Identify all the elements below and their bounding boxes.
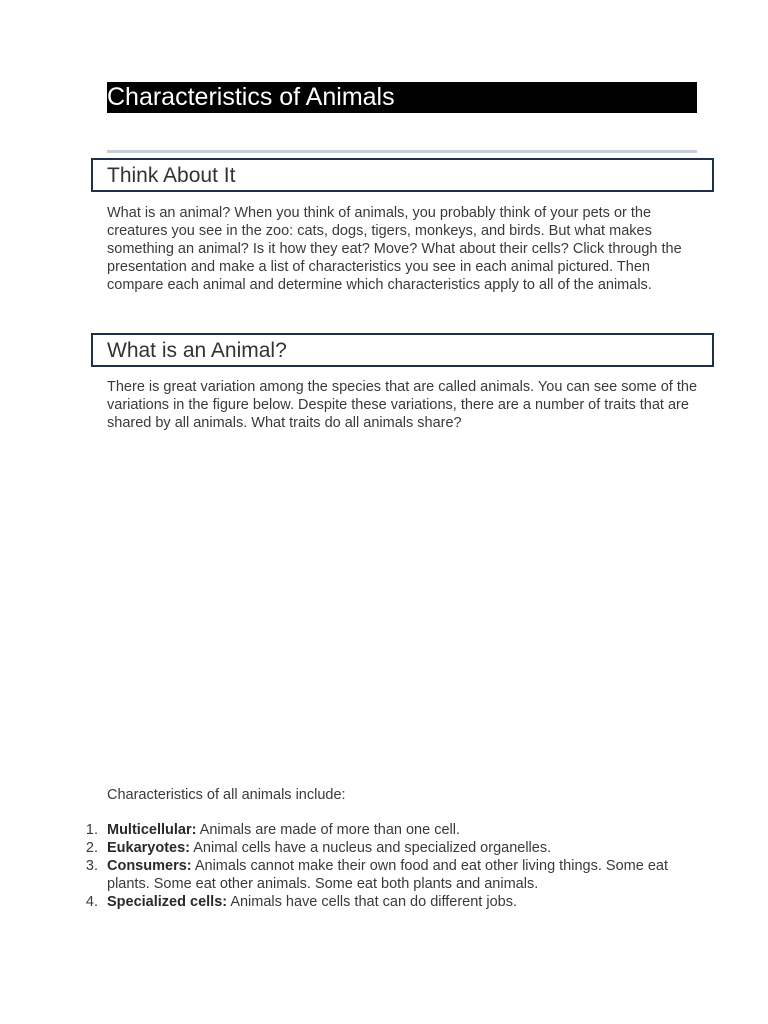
list-item bbox=[74, 839, 714, 857]
list-item bbox=[74, 821, 714, 839]
list-item-term: Eukaryotes: bbox=[107, 840, 191, 856]
list-item-number: 1. bbox=[85, 822, 98, 838]
list-item bbox=[74, 893, 714, 911]
section-heading-what-is-an-animal bbox=[91, 333, 714, 367]
characteristics-intro: Characteristics of all animals include: bbox=[107, 787, 346, 803]
list-item-number: 4. bbox=[85, 894, 98, 910]
list-item-term: Consumers: bbox=[107, 858, 192, 874]
title-divider bbox=[107, 150, 697, 153]
list-item-text: Animals have cells that can do different jobs. bbox=[227, 894, 517, 910]
list-item-text: Animal cells have a nucleus and specialized organelles. bbox=[190, 840, 552, 856]
list-item-term: Multicellular: bbox=[107, 822, 197, 838]
list-item-number: 2. bbox=[85, 840, 98, 856]
list-item-number: 3. bbox=[85, 858, 98, 874]
section-heading-think-about-it bbox=[91, 158, 714, 192]
what-is-an-animal-paragraph: There is great variation among the species that are called animals. You can see some of the variations in the figure below. Despite these variations, there are a number of traits that are shared by all animals. What traits do all animals share? bbox=[107, 379, 698, 431]
characteristics-list bbox=[74, 821, 714, 911]
page-title: Characteristics of Animals bbox=[107, 82, 697, 113]
list-item-text: Animals cannot make their own food and eat other living things. Some eat plants. Some eat other animals. Some eat both plants and animals. bbox=[107, 858, 668, 892]
think-about-it-paragraph: What is an animal? When you think of animals, you probably think of your pets or the creatures you see in the zoo: cats, dogs, tigers, monkeys, and birds. But what makes something an animal? Is it how they eat? Move? What about their cells? Click through the presentation and make a list of characteristics you see in each animal pictured. Then compare each animal and determine which characteristics apply to all of the animals. bbox=[107, 205, 682, 293]
section-heading-label: Think About It bbox=[107, 164, 236, 187]
list-item-text: Animals are made of more than one cell. bbox=[196, 822, 460, 838]
section-heading-label: What is an Animal? bbox=[107, 339, 287, 362]
list-item bbox=[74, 857, 714, 893]
list-item-term: Specialized cells: bbox=[107, 894, 228, 910]
